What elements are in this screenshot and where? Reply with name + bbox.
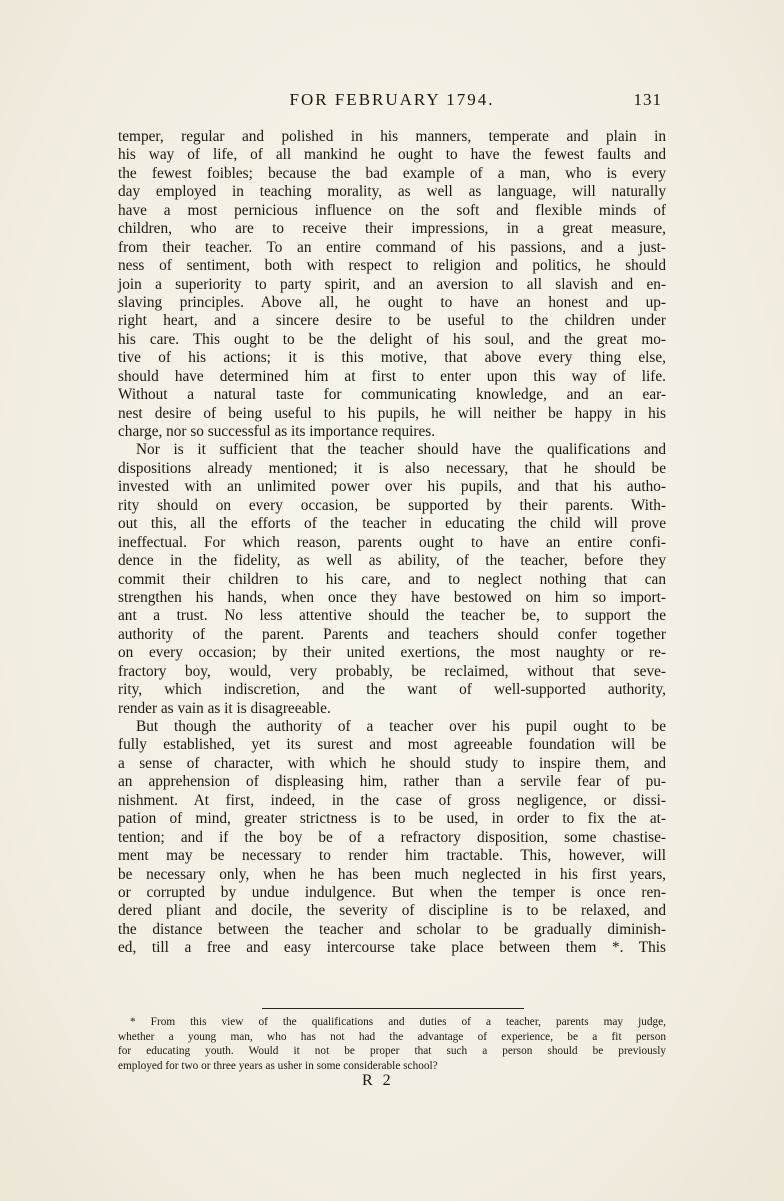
body-line: invested with an unlimited power over his pupils, and that his autho- bbox=[118, 478, 666, 496]
body-line: tention; and if the boy be of a refractory disposition, some chastise- bbox=[118, 828, 666, 846]
body-line: dispositions already mentioned; it is also necessary, that he should be bbox=[118, 459, 666, 477]
body-line: pation of mind, greater strictness is to be used, in order to fix the at- bbox=[118, 810, 666, 828]
body-line: the distance between the teacher and scholar to be gradually diminish- bbox=[118, 920, 666, 938]
footnote-line: employed for two or three years as usher in some considerable school? bbox=[118, 1059, 438, 1072]
body-line: children, who are to receive their impressions, in a great measure, bbox=[118, 220, 666, 238]
body-text bbox=[118, 128, 666, 958]
body-line: ment may be necessary to render him tractable. This, however, will bbox=[118, 847, 666, 865]
body-line: rity, which indiscretion, and the want of well-supported authority, bbox=[118, 681, 666, 699]
footnote-line: * From this view of the qualifications and duties of a teacher, parents may judge, bbox=[130, 1016, 666, 1028]
body-line: an apprehension of displeasing him, rather than a servile fear of pu- bbox=[118, 773, 666, 791]
body-line: on every occasion; by their united exertions, the most naughty or re- bbox=[118, 644, 666, 662]
paragraph-start-line: Nor is it sufficient that the teacher should have the qualifications and bbox=[136, 441, 666, 459]
paragraph-end-line: charge, nor so successful as its importance requires. bbox=[118, 423, 436, 440]
body-line: should have determined him at first to enter upon this way of life. bbox=[118, 367, 666, 385]
body-line: dered pliant and docile, the severity of discipline is to be relaxed, and bbox=[118, 902, 666, 920]
paragraph-start-line: But though the authority of a teacher over his pupil ought to be bbox=[136, 718, 666, 735]
body-line: tive of his actions; it is this motive, that above every thing else, bbox=[118, 349, 666, 367]
body-line: his way of life, of all mankind he ought to have the fewest faults and bbox=[118, 146, 666, 164]
body-line: or corrupted by undue indulgence. But when the temper is once ren- bbox=[118, 883, 666, 901]
paragraph-end-line: render as vain as it is disagreeable. bbox=[118, 699, 331, 717]
body-line: have a most pernicious influence on the soft and flexible minds of bbox=[118, 201, 666, 219]
body-line: ineffectual. For which reason, parents ought to have an entire confi- bbox=[118, 533, 666, 551]
body-line: fully established, yet its surest and most agreeable foundation will be bbox=[118, 736, 666, 754]
body-line: the fewest foibles; because the bad example of a man, who is every bbox=[118, 164, 666, 182]
footnote-line: whether a young man, who has not had the advantage of experience, be a fit person bbox=[118, 1030, 666, 1043]
body-line: dence in the fidelity, as well as ability, of the teacher, before they bbox=[118, 552, 666, 570]
body-line: out this, all the efforts of the teacher in educating the child will prove bbox=[118, 515, 666, 533]
footnote-rule bbox=[262, 1008, 524, 1009]
body-line: ant a trust. No less attentive should the teacher be, to support the bbox=[118, 607, 666, 625]
body-line: Without a natural taste for communicating knowledge, and an ear- bbox=[118, 386, 666, 404]
body-line: his care. This ought to be the delight of his soul, and the great mo- bbox=[118, 330, 666, 348]
body-line: temper, regular and polished in his manners, temperate and plain in bbox=[118, 128, 666, 145]
signature-mark: R 2 bbox=[362, 1072, 394, 1089]
body-line: right heart, and a sincere desire to be useful to the children under bbox=[118, 312, 666, 330]
body-line: rity should on every occasion, be supported by their parents. With- bbox=[118, 496, 666, 514]
body-line: fractory boy, would, very probably, be reclaimed, without that seve- bbox=[118, 662, 666, 680]
footnote-line: for educating youth. Would it not be proper that such a person should be previously bbox=[118, 1045, 666, 1058]
footnote bbox=[118, 1015, 666, 1073]
body-line: ness of sentiment, both with respect to religion and politics, he should bbox=[118, 257, 666, 275]
body-line: nest desire of being useful to his pupils, he will neither be happy in his bbox=[118, 404, 666, 422]
body-line: commit their children to his care, and to neglect nothing that can bbox=[118, 570, 666, 588]
body-line: strengthen his hands, when once they have bestowed on him so import- bbox=[118, 588, 666, 606]
body-line: join a superiority to party spirit, and an aversion to all slavish and en- bbox=[118, 275, 666, 293]
page-number: 131 bbox=[633, 90, 662, 109]
running-head-title: FOR FEBRUARY 1794. bbox=[289, 90, 495, 109]
body-line: ed, till a free and easy intercourse take place between them *. This bbox=[118, 939, 666, 957]
body-line: authority of the parent. Parents and teachers should confer together bbox=[118, 625, 666, 643]
body-line: nishment. At first, indeed, in the case of gross negligence, or dissi- bbox=[118, 791, 666, 809]
body-line: day employed in teaching morality, as well as language, will naturally bbox=[118, 183, 666, 201]
body-line: a sense of character, with which he should study to inspire them, and bbox=[118, 754, 666, 772]
running-head bbox=[118, 90, 666, 114]
body-line: slaving principles. Above all, he ought to have an honest and up- bbox=[118, 293, 666, 311]
body-line: be necessary only, when he has been much neglected in his first years, bbox=[118, 865, 666, 883]
body-line: from their teacher. To an entire command of his passions, and a just- bbox=[118, 238, 666, 256]
